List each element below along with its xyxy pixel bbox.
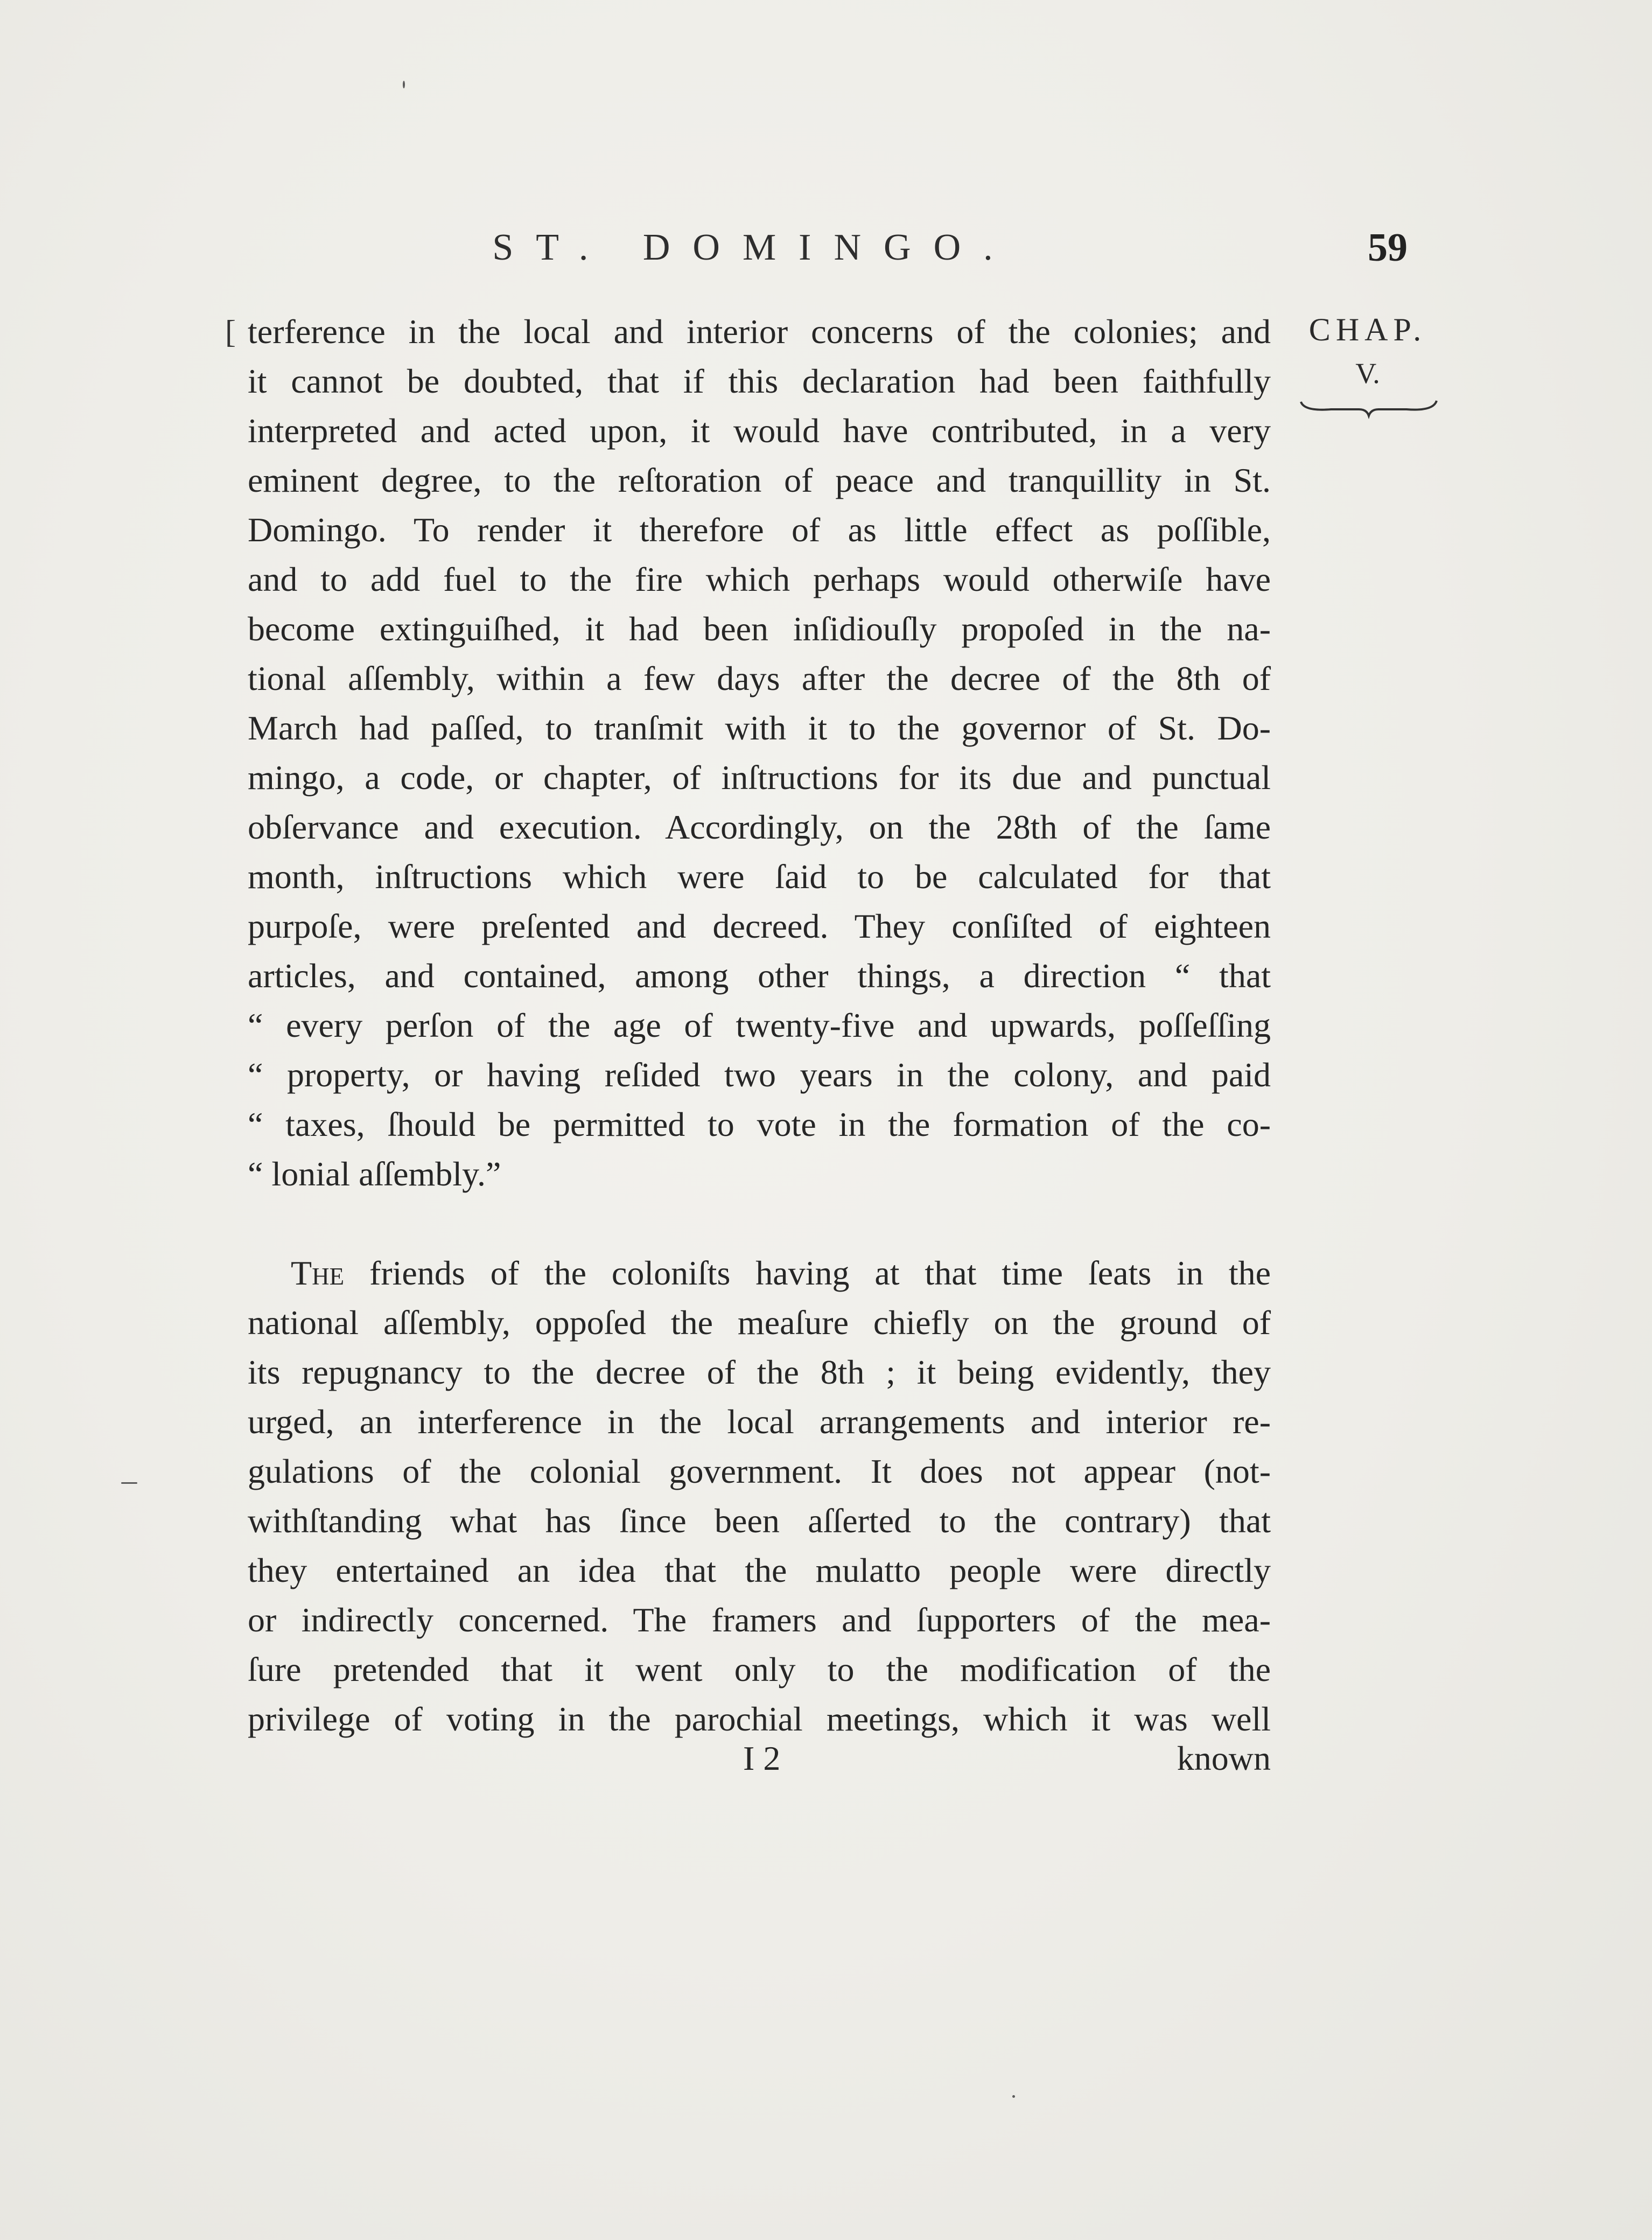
text-line: and to add fuel to the fire which perhaps would otherwiſe have xyxy=(248,560,1271,598)
text-line: “ lonial aſſembly.” xyxy=(248,1155,501,1193)
paragraph-opening-word: The xyxy=(291,1254,345,1292)
paper-speck xyxy=(403,81,405,88)
chapter-number: V. xyxy=(1355,357,1380,389)
text-line: gulations of the colonial government. It does not appear (not- xyxy=(248,1452,1271,1490)
text-line: articles, and contained, among other things, a direction “ that xyxy=(248,957,1271,995)
text-line: privilege of voting in the parochial meetings, which it was well xyxy=(248,1700,1271,1738)
text-line: obſervance and execution. Accordingly, on the 28th of the ſame xyxy=(248,808,1271,846)
text-line: Domingo. To render it therefore of as little effect as poſſible, xyxy=(248,511,1271,549)
paper-speck xyxy=(1012,2095,1015,2098)
paragraph-gap xyxy=(248,1199,1271,1248)
text-line: become extinguiſhed, it had been inſidiouſly propoſed in the na- xyxy=(248,610,1271,648)
text-line: tional aſſembly, within a few days after the decree of the 8th of xyxy=(248,659,1271,697)
first-line-text: friends of the coloniſts having at that time ſeats in the xyxy=(369,1254,1271,1292)
text-line: national aſſembly, oppoſed the meaſure chiefly on the ground of xyxy=(248,1303,1271,1342)
text-line: its repugnancy to the decree of the 8th ; it being evidently, they xyxy=(248,1353,1271,1391)
catchword: known xyxy=(1177,1739,1271,1777)
text-line: withſtanding what has ſince been aſſerted to the contrary) that xyxy=(248,1502,1271,1540)
page-body xyxy=(248,307,1271,1744)
text-line: ſure pretended that it went only to the modification of the xyxy=(248,1650,1271,1688)
running-title: ST. DOMINGO. xyxy=(492,227,1016,268)
paragraph-1 xyxy=(248,307,1271,1199)
page-number: 59 xyxy=(1368,226,1408,270)
chapter-label: CHAP. xyxy=(1308,312,1427,347)
text-line: March had paſſed, to tranſmit with it to the governor of St. Do- xyxy=(248,709,1271,747)
text-line: “ taxes, ſhould be permitted to vote in the formation of the co- xyxy=(248,1105,1271,1143)
paragraph-2 xyxy=(248,1248,1271,1744)
text-line: purpoſe, were preſented and decreed. They conſiſted of eighteen xyxy=(248,907,1271,945)
text-line: “ every perſon of the age of twenty-five and upwards, poſſeſſing xyxy=(248,1006,1271,1044)
text-line: terference in the local and interior concerns of the colonies; and xyxy=(248,312,1271,351)
signature-mark: I 2 xyxy=(743,1739,781,1777)
text-line: they entertained an idea that the mulatto people were directly xyxy=(248,1551,1271,1589)
text-line: “ property, or having reſided two years in the colony, and paid xyxy=(248,1056,1271,1094)
margin-bracket-mark: [ xyxy=(225,314,236,350)
text-line: mingo, a code, or chapter, of inſtructions for its due and punctual xyxy=(248,758,1271,797)
paper-speck xyxy=(121,1482,137,1484)
text-line: or indirectly concerned. The framers and ſupporters of the mea- xyxy=(248,1601,1271,1639)
text-line: urged, an interference in the local arrangements and interior re- xyxy=(248,1402,1271,1441)
text-line: it cannot be doubted, that if this declaration had been faithfully xyxy=(248,362,1271,400)
text-line: month, inſtructions which were ſaid to be calculated for that xyxy=(248,857,1271,896)
text-line: interpreted and acted upon, it would have contributed, in a very xyxy=(248,411,1271,450)
text-line: eminent degree, to the reſtoration of peace and tranquillity in St. xyxy=(248,461,1271,499)
chapter-brace-ornament xyxy=(1299,397,1439,419)
text-line-first xyxy=(248,1248,1271,1298)
